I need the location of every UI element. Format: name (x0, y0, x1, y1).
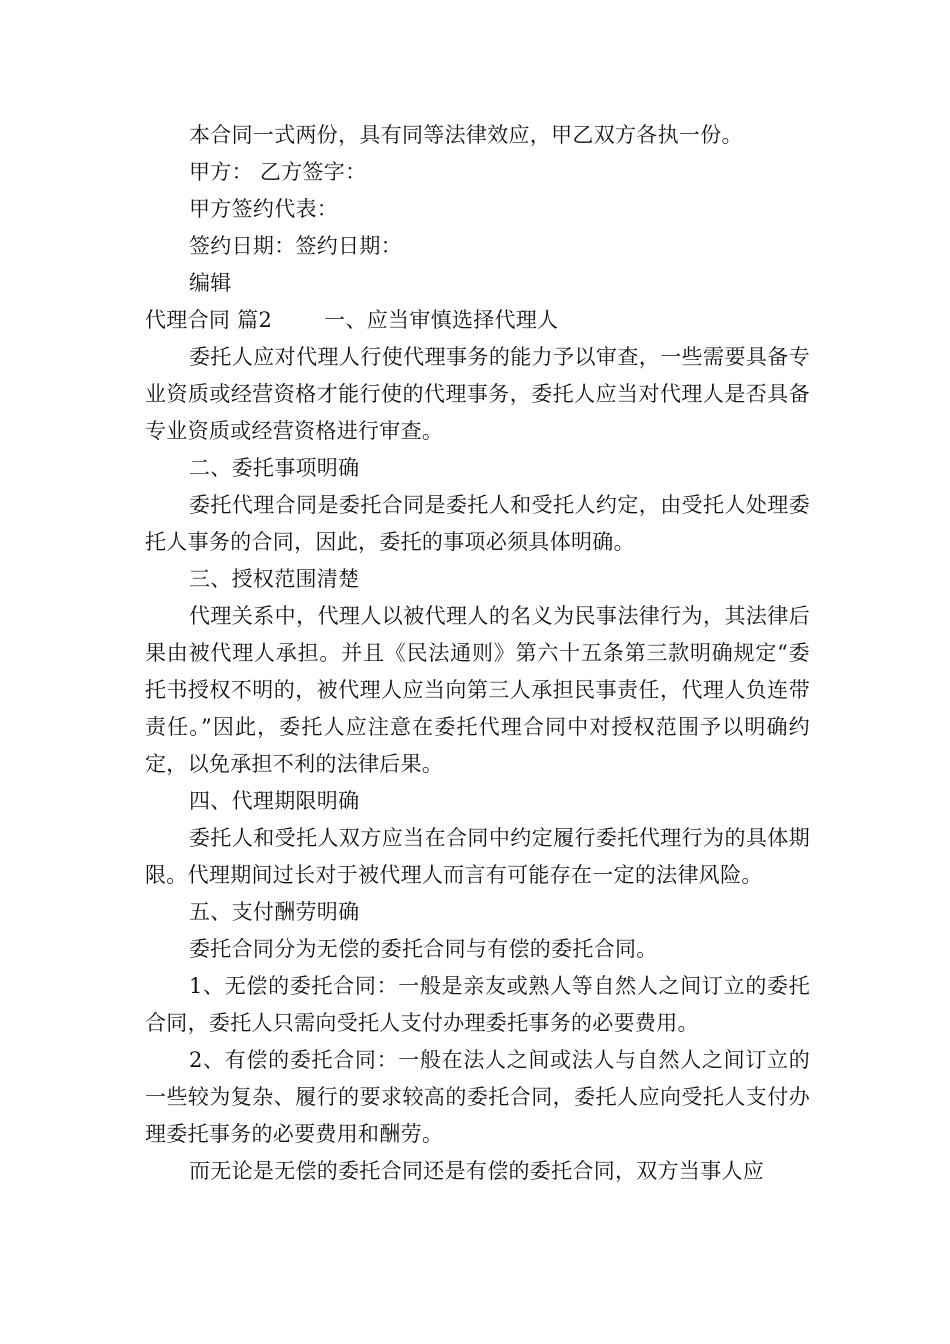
document-body (145, 117, 810, 1190)
item-heading: 三、授权范围清楚 (189, 567, 360, 591)
paragraph: 委托合同分为无偿的委托合同与有偿的委托合同。 (189, 937, 658, 961)
section-first-item: 一、应当审慎选择代理人 (324, 308, 559, 332)
text-line-signatures: 甲方： 乙方签字： (189, 160, 367, 184)
paragraph: 委托人应对代理人行使代理事务的能力予以审查，一些需要具备专业资质或经营资格才能行使的代理事务，委托人应当对代理人是否具备专业资质或经营资格进行审查。 (145, 345, 810, 443)
section-heading (145, 302, 810, 339)
item-heading: 二、委托事项明确 (189, 456, 360, 480)
paragraph: 1、无偿的委托合同：一般是亲友或熟人等自然人之间订立的委托合同，委托人只需向受托人支付办理委托事务的必要费用。 (145, 974, 810, 1035)
paragraph: 委托代理合同是委托合同是委托人和受托人约定，由受托人处理委托人事务的合同，因此，委托的事项必须具体明确。 (145, 493, 810, 554)
text-line-representative: 甲方签约代表： (189, 197, 339, 221)
paragraph: 代理关系中，代理人以被代理人的名义为民事法律行为，其法律后果由被代理人承担。并且《民法通则》第六十五条第三款明确规定“委托书授权不明的，被代理人应当向第三人承担民事责任，代理人负连带责任。”因此，委托人应注意在委托代理合同中对授权范围予以明确约定，以免承担不利的法律后果。 (145, 604, 810, 776)
item-heading: 四、代理期限明确 (189, 789, 360, 813)
paragraph: 2、有偿的委托合同：一般在法人之间或法人与自然人之间订立的一些较为复杂、履行的要求较高的委托合同，委托人应向受托人支付办理委托事务的必要费用和酬劳。 (145, 1048, 810, 1146)
paragraph: 委托人和受托人双方应当在合同中约定履行委托代理行为的具体期限。代理期间过长对于被代理人而言有可能存在一定的法律风险。 (145, 826, 810, 887)
item-heading: 五、支付酬劳明确 (189, 900, 360, 924)
section-title: 代理合同 篇2 (145, 308, 273, 332)
text-line-edit: 编辑 (189, 271, 232, 295)
text-line-copies: 本合同一式两份，具有同等法律效应，甲乙双方各执一份。 (189, 123, 743, 147)
paragraph: 而无论是无偿的委托合同还是有偿的委托合同，双方当事人应 (189, 1159, 765, 1183)
text-line-sign-date: 签约日期：签约日期： (189, 234, 402, 258)
